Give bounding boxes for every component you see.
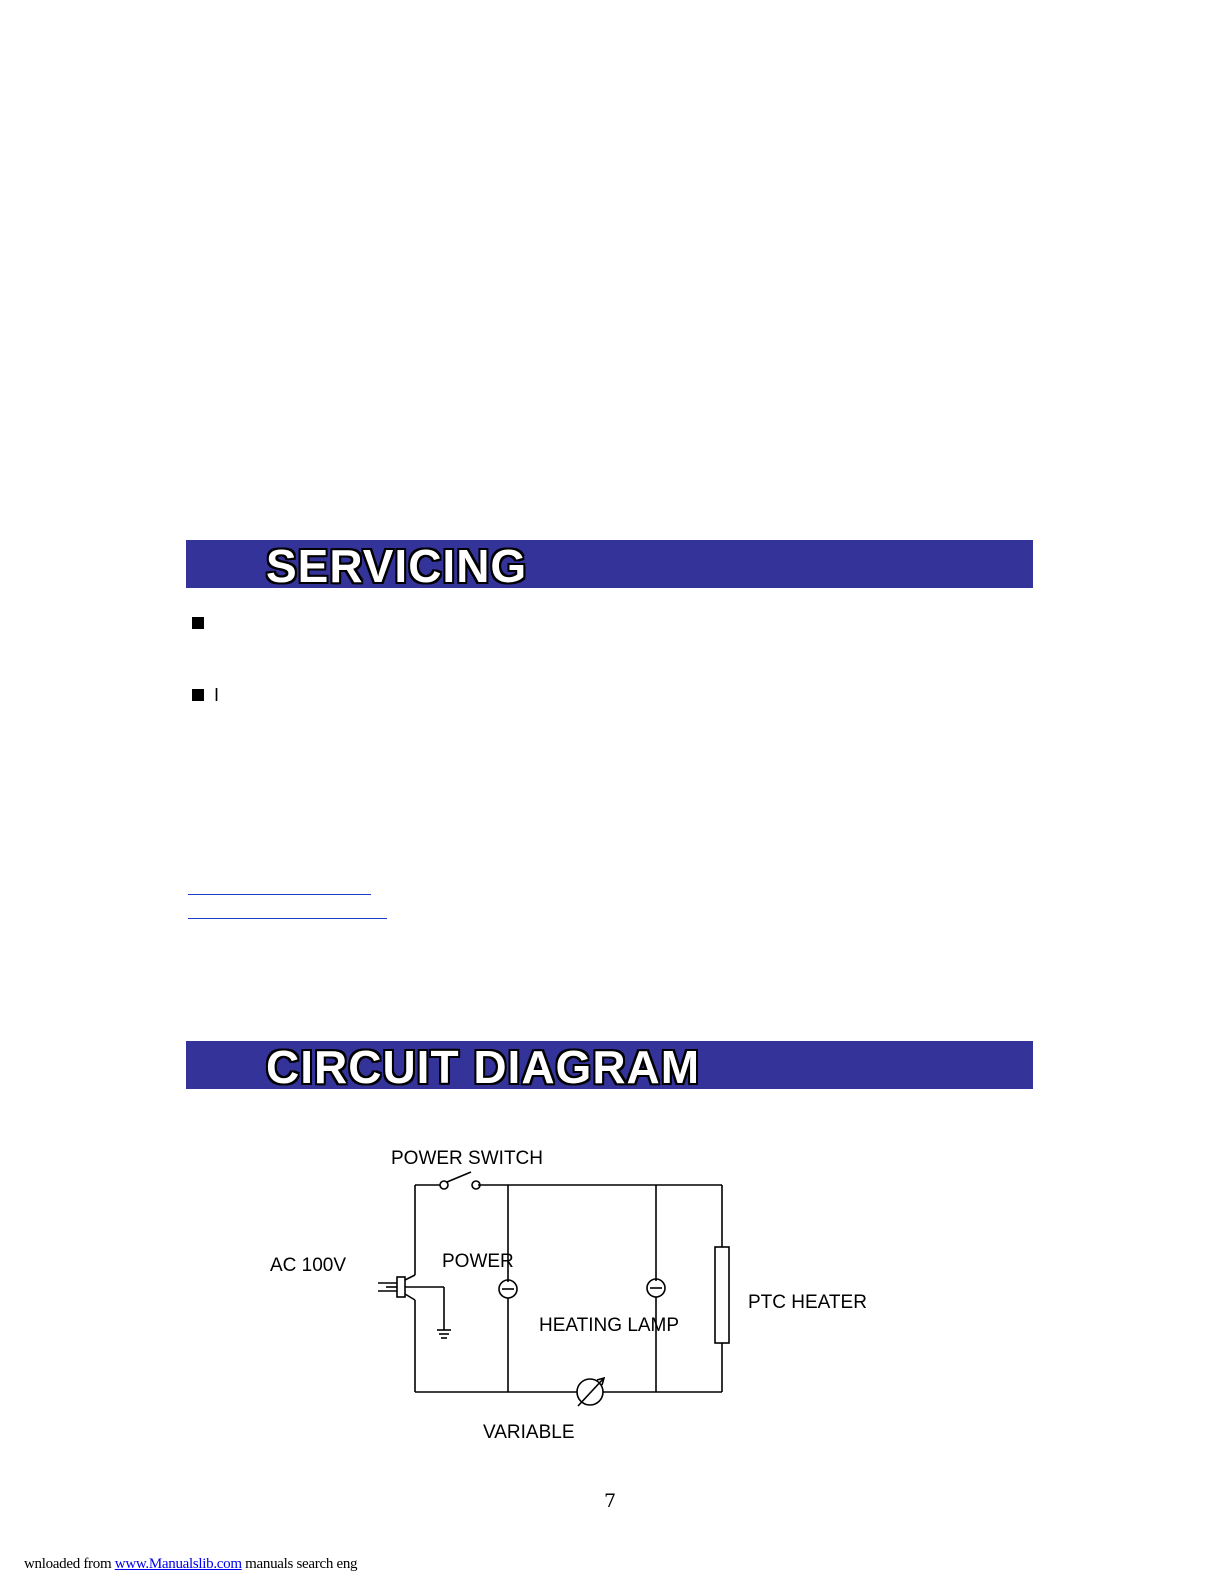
switch-lever (447, 1172, 471, 1182)
label-power: POWER (442, 1251, 514, 1272)
manualslib-link[interactable]: www.Manualslib.com (114, 1556, 242, 1572)
switch-contact (440, 1181, 448, 1189)
label-heating-lamp: HEATING LAMP (539, 1315, 680, 1336)
ptc-heater-symbol (715, 1247, 729, 1343)
footer (24, 1556, 357, 1573)
servicing-title: SERVICING (266, 540, 528, 592)
label-ptc-heater: PTC HEATER (748, 1292, 867, 1313)
footer-suffix: manuals search eng (241, 1556, 358, 1572)
page-number: 7 (604, 1490, 617, 1512)
footer-prefix: wnloaded from (24, 1556, 115, 1572)
plug-symbol (397, 1277, 405, 1297)
circuit-title: CIRCUIT DIAGRAM (266, 1041, 701, 1093)
label-power-switch: POWER SWITCH (391, 1148, 543, 1169)
bullet-text-fragment: I (214, 685, 220, 705)
label-variable: VARIABLE (483, 1422, 575, 1443)
label-ac: AC 100V (270, 1255, 347, 1276)
